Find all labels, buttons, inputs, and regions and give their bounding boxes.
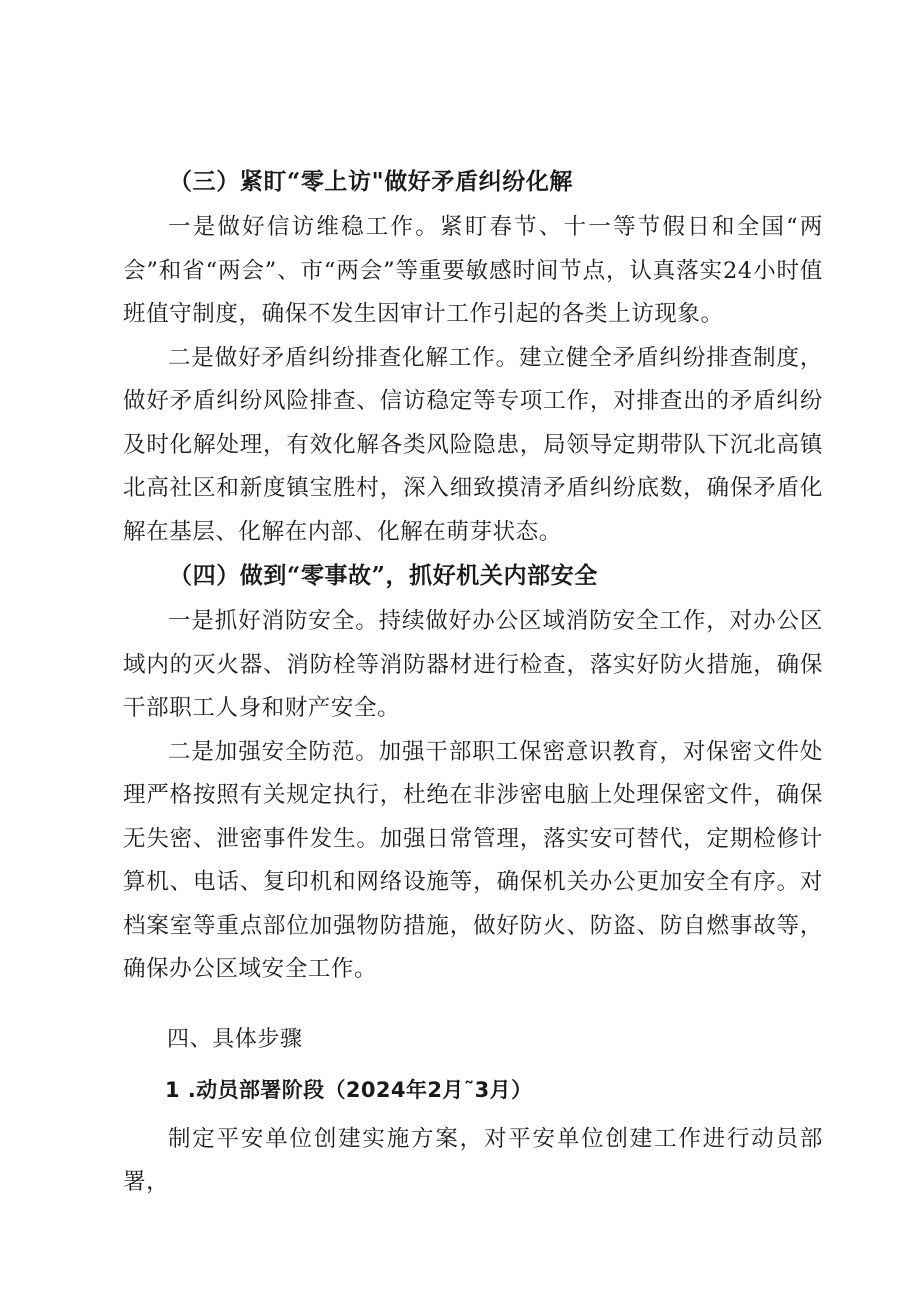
section-heading-steps: 四、具体步骤 xyxy=(167,1026,303,1052)
paragraph-mobilization: 制定平安单位创建实施方案，对平安单位创建工作进行动员部署， xyxy=(123,1125,823,1195)
paragraph-petition-stability: 一是做好信访维稳工作。紧盯春节、十一等节假日和全国“两会”和省“两会”、市“两会”等重要敏感时间节点，认真落实24小时值班值守制度，确保不发生因审计工作引起的各类上访现象。 xyxy=(123,214,823,327)
paragraph-fire-safety: 一是抓好消防安全。持续做好办公区域消防安全工作，对办公区域内的灭火器、消防栓等消防器材进行检查，落实好防火措施，确保干部职工人身和财产安全。 xyxy=(123,608,823,721)
paragraph-security-prevention: 二是加强安全防范。加强干部职工保密意识教育，对保密文件处理严格按照有关规定执行，杜绝在非涉密电脑上处理保密文件，确保无失密、泄密事件发生。加强日常管理，落实安可替代，定期检修计算机、电话、复印机和网络设施等，确保机关办公更加安全有序。对档案室等重点部位加强物防措施，做好防火、防盗、防自燃事故等，确保办公区域安全工作。 xyxy=(123,738,823,982)
spacer xyxy=(123,992,823,1018)
step-heading-mobilization: 1 .动员部署阶段（2024年2月˜3月） xyxy=(165,1077,533,1102)
document-body xyxy=(123,160,823,1205)
subsection-heading-4: （四）做到“零事故”，抓好机关内部安全 xyxy=(169,562,598,589)
paragraph-dispute-resolution: 二是做好矛盾纠纷排查化解工作。建立健全矛盾纠纷排查制度，做好矛盾纠纷风险排查、信访稳定等专项工作，对排查出的矛盾纠纷及时化解处理，有效化解各类风险隐患，局领导定期带队下沉北高镇北高社区和新度镇宝胜村，深入细致摸清矛盾纠纷底数，确保矛盾化解在基层、化解在内部、化解在萌芽状态。 xyxy=(123,344,823,545)
subsection-heading-3: （三）紧盯“零上访"做好矛盾纠纷化解 xyxy=(169,168,574,195)
